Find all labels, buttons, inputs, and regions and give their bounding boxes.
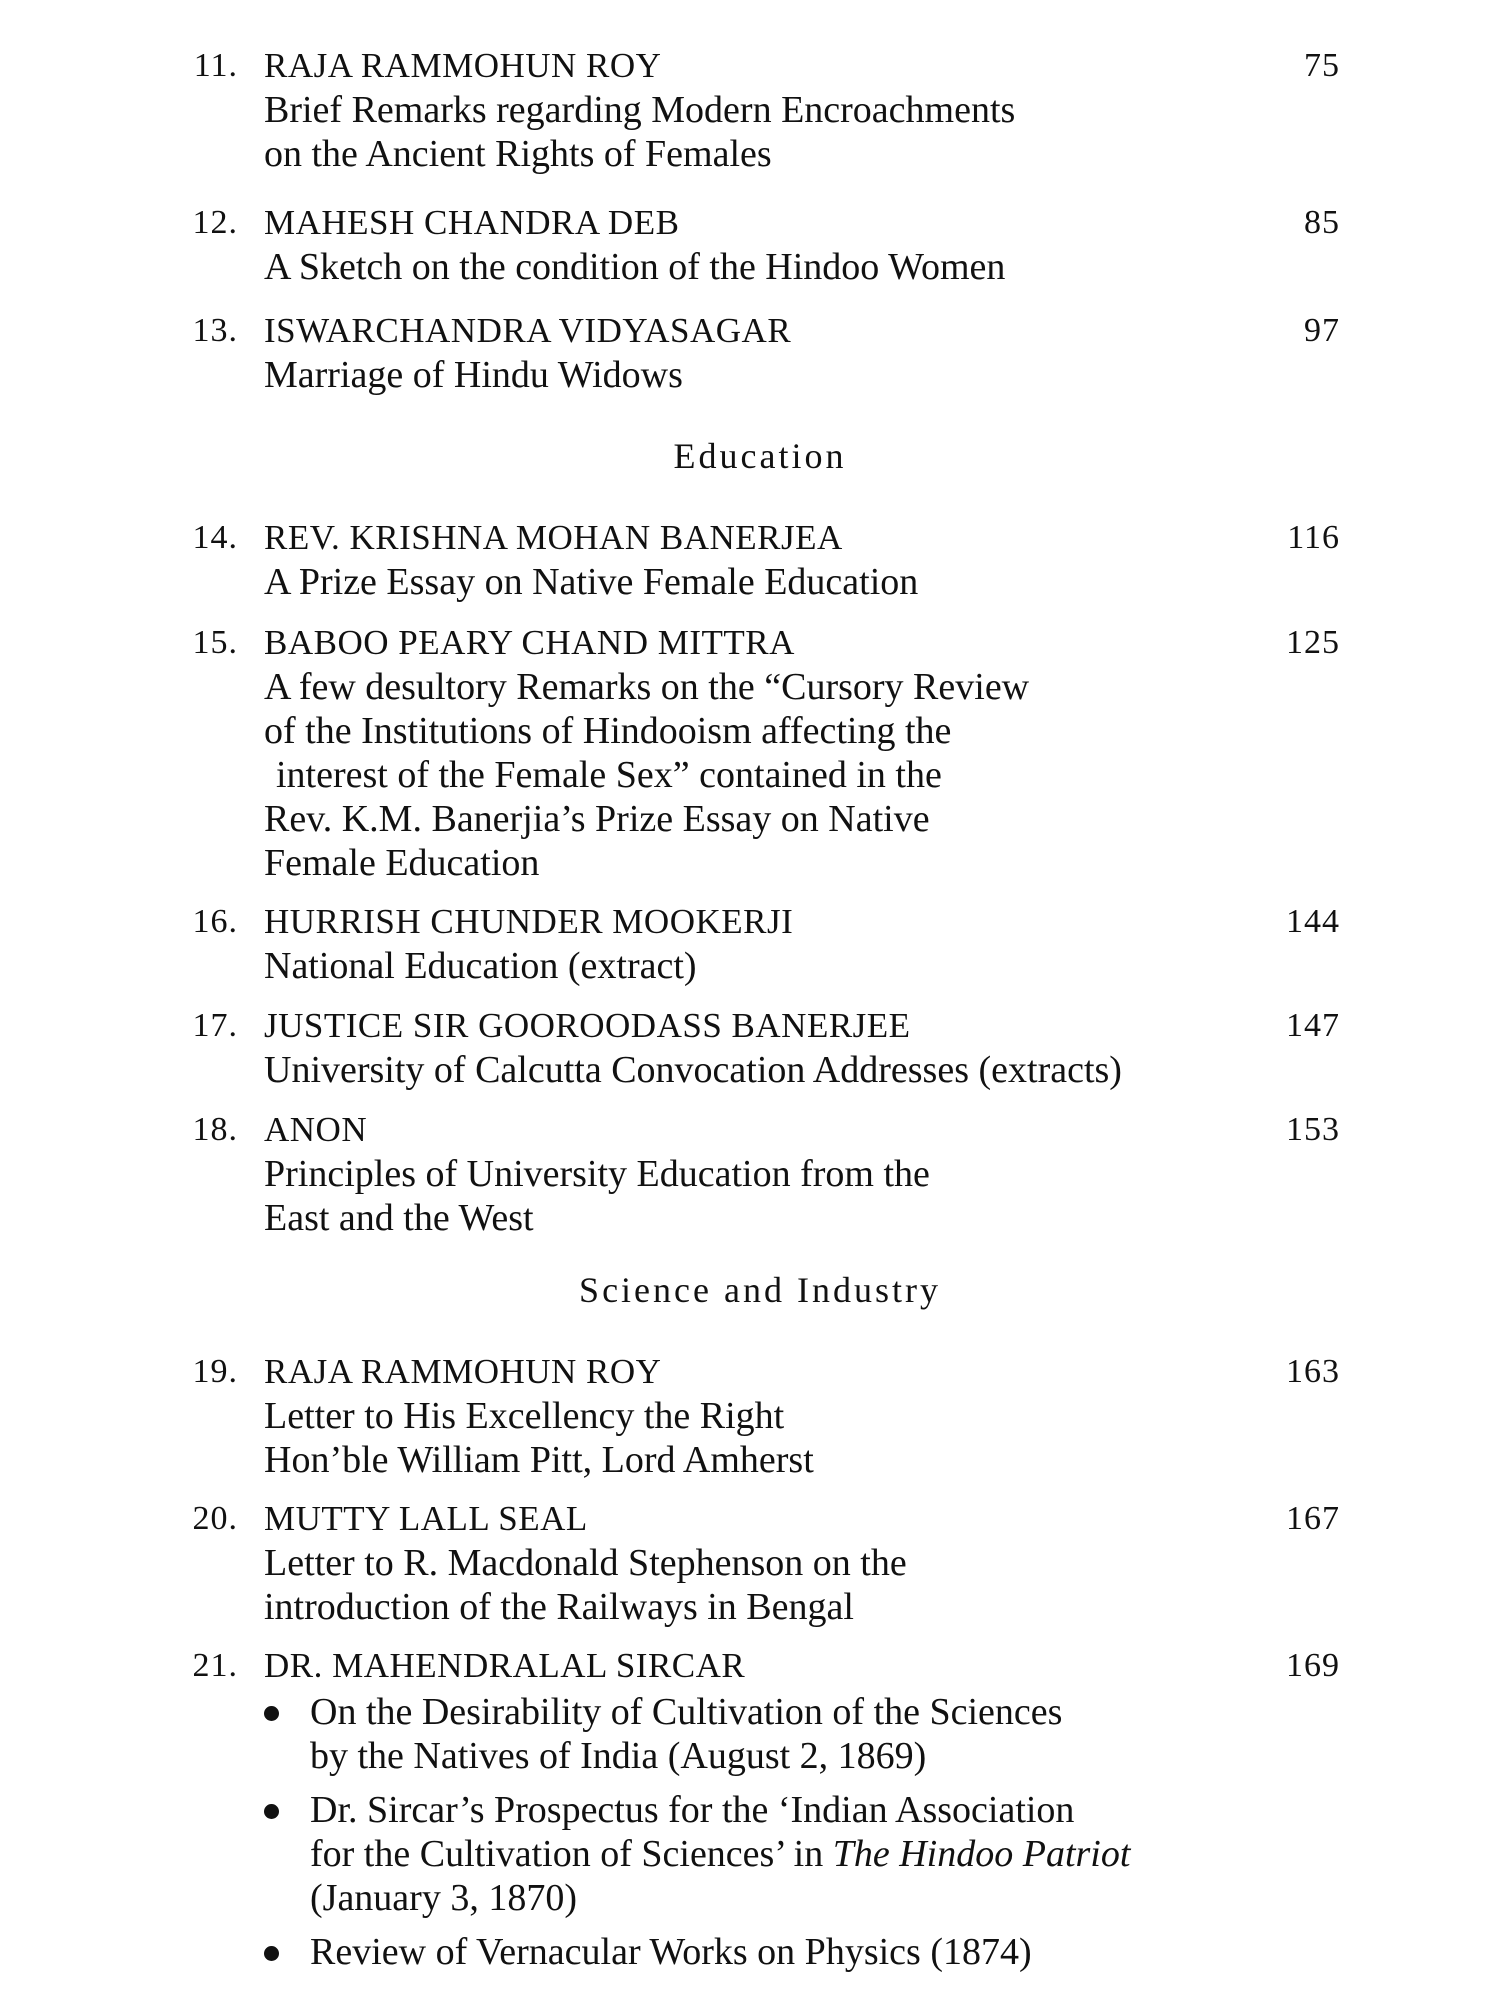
entry-title-line: A Prize Essay on Native Female Education	[264, 561, 919, 603]
entry-author: REV. KRISHNA MOHAN BANERJEA	[264, 518, 843, 557]
entry-title-line: A few desultory Remarks on the “Cursory Review	[264, 666, 1030, 708]
entry-title-line: A Sketch on the condition of the Hindoo Women	[264, 246, 1006, 288]
entry-page-number: 75	[1304, 47, 1340, 84]
entry-title-line: Marriage of Hindu Widows	[264, 354, 683, 396]
entry-title-line: interest of the Female Sex” contained in the	[276, 754, 942, 796]
bullet-line: by the Natives of India (August 2, 1869)	[310, 1735, 927, 1777]
entry-page-number: 85	[1304, 204, 1340, 241]
entry-author: MUTTY LALL SEAL	[264, 1499, 588, 1538]
bullet-dot-icon	[264, 1946, 279, 1961]
entry-title-line: Brief Remarks regarding Modern Encroachments	[264, 89, 1016, 131]
entry-title-line: Hon’ble William Pitt, Lord Amherst	[264, 1439, 814, 1481]
entry-number: 13.	[192, 312, 238, 349]
bullet-italic-title: The Hindoo Patriot	[832, 1833, 1131, 1875]
entry-title-line: Principles of University Education from the	[264, 1153, 930, 1195]
section-heading-science-and-industry: Science and Industry	[579, 1270, 941, 1310]
entry-author: RAJA RAMMOHUN ROY	[264, 1352, 662, 1391]
bullet-dot-icon	[264, 1706, 279, 1721]
entry-page-number: 144	[1286, 903, 1340, 940]
entry-title-line: National Education (extract)	[264, 945, 697, 987]
section-heading-education: Education	[673, 436, 847, 476]
entry-title-line: East and the West	[264, 1197, 534, 1239]
entry-number: 16.	[192, 903, 238, 940]
bullet-line-text: for the Cultivation of Sciences’ in	[310, 1833, 833, 1875]
entry-number: 17.	[192, 1007, 238, 1044]
entry-page-number: 167	[1286, 1500, 1340, 1537]
entry-number: 14.	[192, 519, 238, 556]
entry-title-line: on the Ancient Rights of Females	[264, 133, 772, 175]
entry-author: ISWARCHANDRA VIDYASAGAR	[264, 311, 792, 350]
entry-page-number: 147	[1286, 1007, 1340, 1044]
entry-title-line: University of Calcutta Convocation Addresses (extracts)	[264, 1049, 1122, 1091]
bullet-line: (January 3, 1870)	[310, 1877, 577, 1919]
bullet-line: Review of Vernacular Works on Physics (1874)	[310, 1931, 1032, 1973]
entry-title-line: Letter to R. Macdonald Stephenson on the	[264, 1542, 907, 1584]
entry-number: 20.	[192, 1500, 238, 1537]
entry-page-number: 163	[1286, 1353, 1340, 1390]
bullet-line: On the Desirability of Cultivation of the Sciences	[310, 1691, 1063, 1733]
bullet-dot-icon	[264, 1804, 279, 1819]
entry-number: 21.	[192, 1647, 238, 1684]
entry-author: BABOO PEARY CHAND MITTRA	[264, 623, 795, 662]
entry-number: 15.	[192, 624, 238, 661]
entry-title-line: Rev. K.M. Banerjia’s Prize Essay on Native	[264, 798, 930, 840]
bullet-line: Dr. Sircar’s Prospectus for the ‘Indian Association	[310, 1789, 1075, 1831]
entry-author: MAHESH CHANDRA DEB	[264, 203, 680, 242]
entry-page-number: 116	[1287, 519, 1340, 556]
entry-page-number: 153	[1286, 1111, 1340, 1148]
bullet-line	[310, 1832, 1270, 1876]
entry-author: DR. MAHENDRALAL SIRCAR	[264, 1646, 746, 1685]
entry-page-number: 169	[1286, 1647, 1340, 1684]
entry-title-line: of the Institutions of Hindooism affecting the	[264, 710, 952, 752]
entry-author: ANON	[264, 1110, 368, 1149]
entry-author: JUSTICE SIR GOOROODASS BANERJEE	[264, 1006, 911, 1045]
entry-number: 12.	[192, 204, 238, 241]
entry-title-line: introduction of the Railways in Bengal	[264, 1586, 854, 1628]
entry-author: HURRISH CHUNDER MOOKERJI	[264, 902, 794, 941]
entry-author: RAJA RAMMOHUN ROY	[264, 46, 662, 85]
entry-number: 19.	[192, 1353, 238, 1390]
entry-title-line: Female Education	[264, 842, 540, 884]
entry-number: 11.	[193, 47, 238, 84]
entry-page-number: 125	[1286, 624, 1340, 661]
entry-number: 18.	[192, 1111, 238, 1148]
entry-page-number: 97	[1304, 312, 1340, 349]
entry-title-line: Letter to His Excellency the Right	[264, 1395, 785, 1437]
